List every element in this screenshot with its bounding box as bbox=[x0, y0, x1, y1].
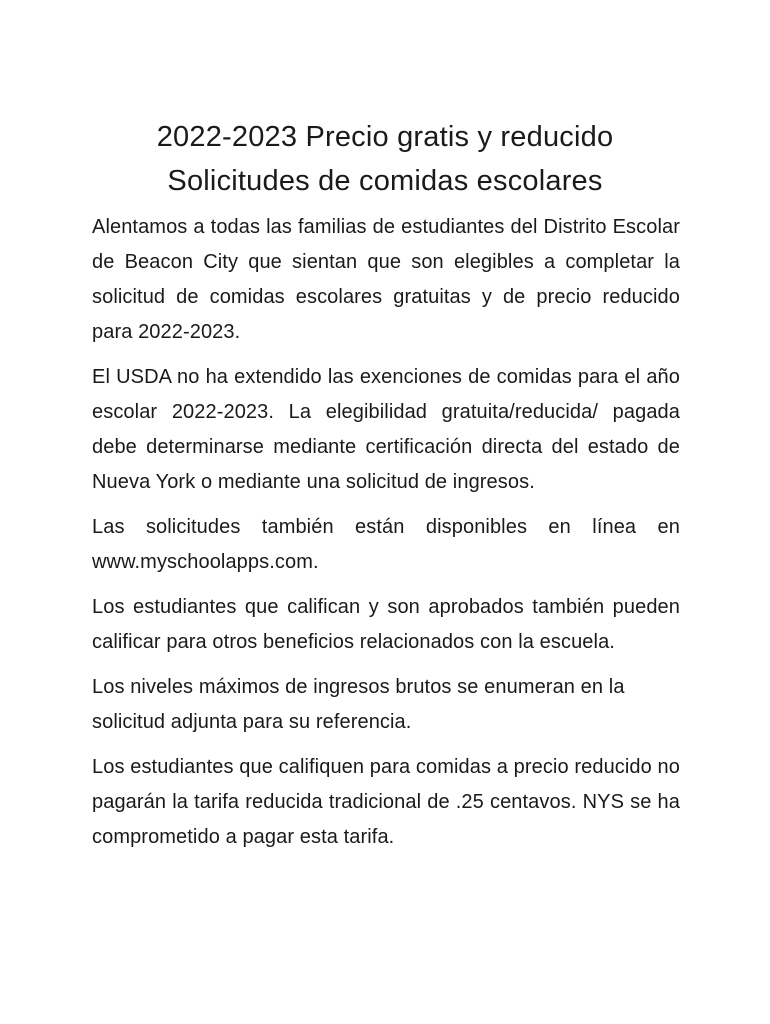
paragraph-usda-waivers: El USDA no ha extendido las exenciones de comidas para el año escolar 2022-2023. La elegibilidad gratuita/reducida/ pagada debe determinarse mediante certificación directa del estado de Nueva York o mediante una solicitud de ingresos. bbox=[92, 366, 680, 493]
paragraph-encouragement: Alentamos a todas las familias de estudiantes del Distrito Escolar de Beacon City que sientan que son elegibles a completar la solicitud de comidas escolares gratuitas y de precio reducido para 2022-2023. bbox=[92, 216, 680, 343]
paragraph-reduced-price-fee: Los estudiantes que califiquen para comidas a precio reducido no pagarán la tarifa reducida tradicional de .25 centavos. NYS se ha comprometido a pagar esta tarifa. bbox=[92, 756, 680, 848]
paragraph-other-benefits: Los estudiantes que califican y son aprobados también pueden calificar para otros beneficios relacionados con la escuela. bbox=[92, 596, 680, 653]
title-line-2: Solicitudes de comidas escolares bbox=[167, 165, 603, 198]
document-body bbox=[92, 210, 680, 865]
document-title bbox=[40, 115, 730, 203]
paragraph-online-applications: Las solicitudes también están disponibles en línea en www.myschoolapps.com. bbox=[92, 516, 680, 573]
paragraph-income-levels: Los niveles máximos de ingresos brutos se enumeran en la solicitud adjunta para su referencia. bbox=[92, 676, 625, 733]
title-line-1: 2022-2023 Precio gratis y reducido bbox=[156, 121, 614, 154]
